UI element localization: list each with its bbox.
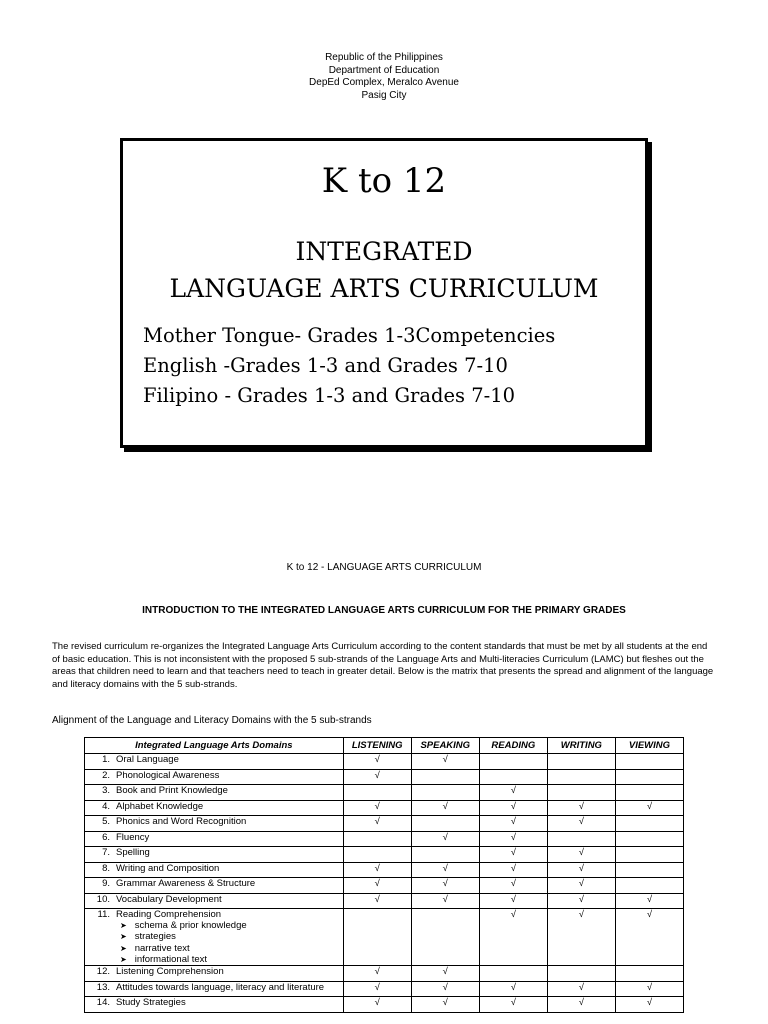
check-cell-listening xyxy=(343,785,411,801)
check-cell-viewing xyxy=(615,800,683,816)
check-mark-icon: √ xyxy=(578,981,584,993)
domain-label: Listening Comprehension xyxy=(116,966,224,978)
check-mark-icon: √ xyxy=(374,966,380,978)
check-mark-icon: √ xyxy=(442,966,448,978)
check-cell-writing xyxy=(547,785,615,801)
check-cell-reading xyxy=(479,847,547,863)
table-row xyxy=(85,997,684,1013)
domain-cell xyxy=(85,909,344,966)
domain-cell xyxy=(85,847,344,863)
check-cell-writing xyxy=(547,909,615,966)
letterhead-city: Pasig City xyxy=(361,89,407,101)
check-cell-speaking xyxy=(411,847,479,863)
domain-label: Fluency xyxy=(116,831,150,843)
check-mark-icon: √ xyxy=(646,909,653,920)
check-cell-speaking xyxy=(411,862,479,878)
matrix-header-row xyxy=(85,738,684,754)
domain-label: Alphabet Knowledge xyxy=(116,800,204,812)
alignment-caption: Alignment of the Language and Literacy Domains with the 5 sub-strands xyxy=(52,715,372,726)
check-cell-writing xyxy=(547,847,615,863)
check-cell-writing xyxy=(547,981,615,997)
k12-title: K to 12 xyxy=(321,161,447,201)
header-viewing: VIEWING xyxy=(615,738,683,754)
check-cell-viewing xyxy=(615,966,683,982)
check-mark-icon: √ xyxy=(374,816,380,827)
check-cell-listening xyxy=(343,981,411,997)
domain-label: Phonological Awareness xyxy=(116,769,220,781)
check-cell-writing xyxy=(547,816,615,832)
check-cell-listening xyxy=(343,800,411,816)
domain-number: 1. xyxy=(102,754,110,765)
check-cell-viewing xyxy=(615,981,683,997)
check-cell-viewing xyxy=(615,862,683,878)
domain-label: Book and Print Knowledge xyxy=(116,785,228,796)
domain-label: Writing and Composition xyxy=(116,862,220,874)
check-cell-viewing xyxy=(615,847,683,863)
domain-number: 8. xyxy=(102,862,110,874)
check-cell-reading xyxy=(479,831,547,847)
domain-number: 9. xyxy=(102,878,110,889)
header-writing: WRITING xyxy=(547,738,615,754)
check-mark-icon: √ xyxy=(510,893,516,905)
check-cell-listening xyxy=(343,966,411,982)
intro-title: INTRODUCTION TO THE INTEGRATED LANGUAGE ARTS CURRICULUM FOR THE PRIMARY GRADES xyxy=(142,605,626,616)
domain-cell xyxy=(85,862,344,878)
subject-mother-tongue: Mother Tongue- Grades 1-3Competencies xyxy=(143,324,556,347)
check-cell-speaking xyxy=(411,909,479,966)
domain-label: Study Strategies xyxy=(116,997,186,1009)
intro-paragraph: The revised curriculum re-organizes the Integrated Language Arts Curriculum according to the content standards that must be met by all students at the end of basic education. This is not inconsistent with the proposed 5 sub-strands of the Language Arts and Multi-literacies Curriculum (LAMC) but fleshes out the areas that children need to learn and that teachers need to teach in greater detail. Below is the matrix that presents the spread and alignment of the language and literacy domains with the 5 sub-strands. xyxy=(52,641,714,690)
check-cell-viewing xyxy=(615,878,683,894)
check-cell-viewing xyxy=(615,769,683,785)
check-cell-listening xyxy=(343,847,411,863)
table-row xyxy=(85,981,684,997)
table-row xyxy=(85,785,684,801)
check-mark-icon: √ xyxy=(646,800,653,812)
check-mark-icon: √ xyxy=(578,909,584,920)
check-cell-speaking xyxy=(411,816,479,832)
domain-cell xyxy=(85,769,344,785)
check-cell-speaking xyxy=(411,966,479,982)
domain-cell xyxy=(85,878,344,894)
subject-filipino: Filipino - Grades 1-3 and Grades 7-10 xyxy=(143,384,516,407)
check-cell-reading xyxy=(479,997,547,1013)
check-cell-speaking xyxy=(411,785,479,801)
domain-label: Oral Language xyxy=(116,754,179,765)
check-mark-icon: √ xyxy=(442,893,448,905)
check-cell-writing xyxy=(547,966,615,982)
domain-cell xyxy=(85,816,344,832)
check-mark-icon: √ xyxy=(442,981,448,993)
check-mark-icon: √ xyxy=(510,909,516,920)
table-row xyxy=(85,816,684,832)
check-cell-speaking xyxy=(411,800,479,816)
check-mark-icon: √ xyxy=(442,831,448,843)
check-cell-writing xyxy=(547,893,615,909)
check-cell-reading xyxy=(479,754,547,770)
check-mark-icon: √ xyxy=(578,847,584,858)
domain-number: 6. xyxy=(102,831,110,843)
curriculum-title xyxy=(123,233,645,307)
check-cell-speaking xyxy=(411,831,479,847)
check-mark-icon: √ xyxy=(442,878,448,889)
alignment-matrix xyxy=(84,737,684,1013)
check-cell-writing xyxy=(547,754,615,770)
table-row xyxy=(85,847,684,863)
domain-cell xyxy=(85,997,344,1013)
domain-subitem: ➤ schema & prior knowledge xyxy=(120,920,340,931)
check-mark-icon: √ xyxy=(374,878,380,889)
check-mark-icon: √ xyxy=(578,893,584,905)
check-mark-icon: √ xyxy=(374,997,380,1009)
domain-cell xyxy=(85,831,344,847)
check-cell-writing xyxy=(547,997,615,1013)
check-cell-listening xyxy=(343,769,411,785)
check-cell-reading xyxy=(479,800,547,816)
domain-number: 10. xyxy=(96,893,110,905)
check-mark-icon: √ xyxy=(442,997,448,1009)
check-mark-icon: √ xyxy=(442,800,448,812)
check-cell-viewing xyxy=(615,909,683,966)
domain-cell xyxy=(85,981,344,997)
domain-subitems xyxy=(120,920,340,965)
domain-cell xyxy=(85,800,344,816)
check-cell-reading xyxy=(479,966,547,982)
check-mark-icon: √ xyxy=(510,800,516,812)
check-mark-icon: √ xyxy=(510,862,516,874)
check-cell-viewing xyxy=(615,754,683,770)
check-mark-icon: √ xyxy=(510,997,516,1009)
check-cell-writing xyxy=(547,878,615,894)
domain-subitem: ➤ strategies xyxy=(120,931,340,942)
check-cell-listening xyxy=(343,997,411,1013)
check-cell-viewing xyxy=(615,831,683,847)
check-mark-icon: √ xyxy=(510,981,516,993)
check-cell-viewing xyxy=(615,997,683,1013)
curriculum-title-line1: INTEGRATED xyxy=(295,237,473,266)
check-cell-reading xyxy=(479,769,547,785)
check-cell-reading xyxy=(479,816,547,832)
check-cell-reading xyxy=(479,862,547,878)
check-mark-icon: √ xyxy=(646,893,653,905)
domain-label: Vocabulary Development xyxy=(116,893,222,905)
check-mark-icon: √ xyxy=(646,997,653,1009)
table-row xyxy=(85,800,684,816)
title-box xyxy=(120,138,648,448)
domain-cell xyxy=(85,754,344,770)
check-mark-icon: √ xyxy=(442,862,448,874)
domain-number: 12. xyxy=(96,966,110,978)
check-mark-icon: √ xyxy=(510,831,516,843)
table-row xyxy=(85,769,684,785)
letterhead-country: Republic of the Philippines xyxy=(325,52,443,63)
check-cell-viewing xyxy=(615,893,683,909)
check-cell-listening xyxy=(343,754,411,770)
check-cell-speaking xyxy=(411,893,479,909)
domain-cell xyxy=(85,966,344,982)
check-mark-icon: √ xyxy=(578,878,584,889)
check-cell-reading xyxy=(479,785,547,801)
check-mark-icon: √ xyxy=(374,769,380,781)
check-cell-speaking xyxy=(411,878,479,894)
domain-number: 2. xyxy=(102,769,110,781)
check-mark-icon: √ xyxy=(374,981,380,993)
check-cell-reading xyxy=(479,981,547,997)
domain-number: 13. xyxy=(96,981,110,993)
check-cell-writing xyxy=(547,800,615,816)
domain-label: Phonics and Word Recognition xyxy=(116,816,247,827)
domain-number: 14. xyxy=(96,997,110,1009)
table-row xyxy=(85,878,684,894)
check-mark-icon: √ xyxy=(510,785,516,796)
letterhead-department: Department of Education xyxy=(328,64,440,76)
table-row xyxy=(85,831,684,847)
check-cell-reading xyxy=(479,893,547,909)
check-cell-speaking xyxy=(411,997,479,1013)
check-mark-icon: √ xyxy=(578,800,584,812)
domain-cell xyxy=(85,785,344,801)
domain-cell xyxy=(85,893,344,909)
subject-english: English -Grades 1-3 and Grades 7-10 xyxy=(143,354,508,377)
check-cell-viewing xyxy=(615,816,683,832)
check-cell-speaking xyxy=(411,981,479,997)
check-mark-icon: √ xyxy=(578,862,584,874)
domain-number: 3. xyxy=(102,785,110,796)
check-cell-listening xyxy=(343,909,411,966)
check-mark-icon: √ xyxy=(374,754,380,765)
header-listening: LISTENING xyxy=(343,738,411,754)
letterhead-address: DepEd Complex, Meralco Avenue xyxy=(309,77,459,88)
domain-number: 5. xyxy=(102,816,110,827)
check-cell-writing xyxy=(547,769,615,785)
check-cell-speaking xyxy=(411,769,479,785)
check-cell-speaking xyxy=(411,754,479,770)
domain-subitem: ➤ narrative text xyxy=(120,943,340,954)
check-cell-listening xyxy=(343,816,411,832)
check-mark-icon: √ xyxy=(442,754,448,765)
check-cell-writing xyxy=(547,862,615,878)
check-cell-reading xyxy=(479,909,547,966)
check-mark-icon: √ xyxy=(374,800,380,812)
check-mark-icon: √ xyxy=(510,816,516,827)
check-mark-icon: √ xyxy=(510,878,516,889)
check-mark-icon: √ xyxy=(578,816,584,827)
check-mark-icon: √ xyxy=(510,847,516,858)
curriculum-title-line2: LANGUAGE ARTS CURRICULUM xyxy=(169,274,599,303)
table-row xyxy=(85,893,684,909)
check-cell-listening xyxy=(343,862,411,878)
table-row xyxy=(85,909,684,966)
domain-label: Grammar Awareness & Structure xyxy=(116,878,256,889)
header-reading: READING xyxy=(479,738,547,754)
check-mark-icon: √ xyxy=(374,862,380,874)
running-header: K to 12 - LANGUAGE ARTS CURRICULUM xyxy=(286,562,482,573)
domain-label: Spelling xyxy=(116,847,150,858)
check-mark-icon: √ xyxy=(646,981,653,993)
check-cell-writing xyxy=(547,831,615,847)
domain-subitem: ➤ informational text xyxy=(120,954,340,965)
matrix-body xyxy=(85,754,684,1013)
table-row xyxy=(85,754,684,770)
check-cell-listening xyxy=(343,893,411,909)
domain-label: Reading Comprehension xyxy=(116,909,222,920)
domain-number: 4. xyxy=(102,800,110,812)
letterhead xyxy=(0,52,768,102)
domain-label: Attitudes towards language, literacy and literature xyxy=(116,981,325,993)
check-cell-listening xyxy=(343,878,411,894)
header-speaking: SPEAKING xyxy=(411,738,479,754)
check-mark-icon: √ xyxy=(578,997,584,1009)
check-cell-viewing xyxy=(615,785,683,801)
table-row xyxy=(85,966,684,982)
domain-number: 11. xyxy=(97,909,110,920)
check-cell-listening xyxy=(343,831,411,847)
domain-number: 7. xyxy=(102,847,110,858)
subject-list xyxy=(143,321,638,411)
check-cell-reading xyxy=(479,878,547,894)
check-mark-icon: √ xyxy=(374,893,380,905)
header-domains: Integrated Language Arts Domains xyxy=(85,738,344,754)
table-row xyxy=(85,862,684,878)
